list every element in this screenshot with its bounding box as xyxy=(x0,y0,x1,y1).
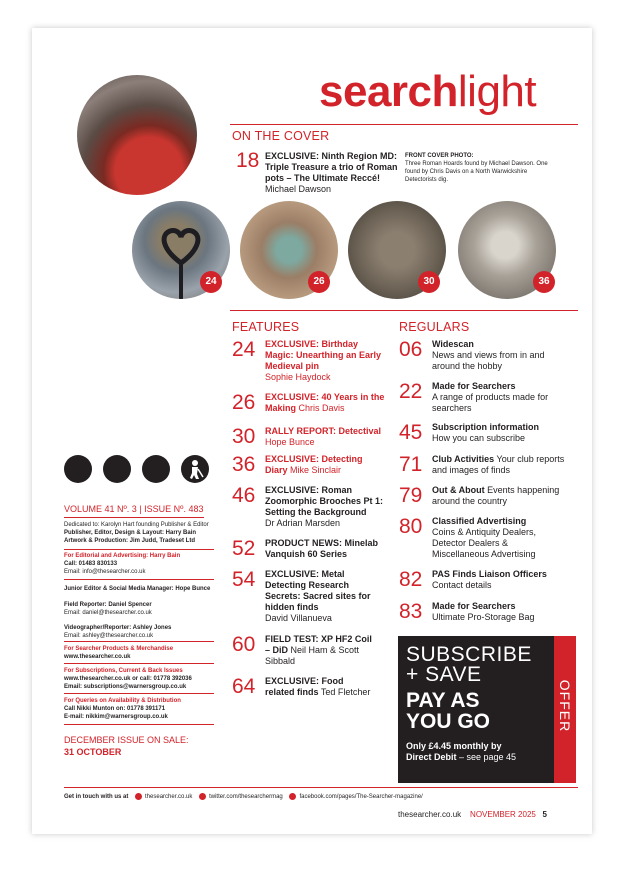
feature-item: EXCLUSIVE: 40 Years in the Making Chris Davis xyxy=(265,392,385,413)
regular-page-number: 22 xyxy=(399,380,423,403)
magazine-page xyxy=(32,28,592,834)
subscribe-line: SUBSCRIBE xyxy=(406,643,532,666)
decorative-dot xyxy=(64,455,92,483)
regular-page-number: 82 xyxy=(399,568,423,591)
credits-rule xyxy=(64,641,214,642)
videographer: Videographer/Reporter: Ashley Jones Email: ashley@thesearcher.co.uk xyxy=(64,625,172,639)
contents-rule xyxy=(230,310,578,311)
offer-tab xyxy=(554,636,576,783)
globe-icon xyxy=(135,793,142,800)
cover-page-number: 18 xyxy=(236,149,260,172)
regular-item: Subscription information How you can subscribe xyxy=(432,422,539,443)
feature-item: EXCLUSIVE: Detecting Diary Mike Sinclair xyxy=(265,454,363,475)
save-line: + SAVE xyxy=(406,663,482,686)
twitter-link[interactable]: twitter.com/thesearchermag xyxy=(209,794,283,801)
you-go-line: YOU GO xyxy=(406,710,491,733)
feature-item: EXCLUSIVE: Birthday Magic: Unearthing an Early Medieval pin Sophie Haydock xyxy=(265,339,382,382)
credits-rule xyxy=(64,724,214,725)
front-cover-photo-caption: FRONT COVER PHOTO: Three Roman Hoards found by Michael Dawson. One found by Chris Davis on a North Warwickshire Detectorists dig. xyxy=(405,153,548,183)
features-heading: FEATURES xyxy=(232,320,300,334)
regular-page-number: 79 xyxy=(399,484,423,507)
feature-item: RALLY REPORT: Detectival Hope Bunce xyxy=(265,426,382,447)
feature-item: EXCLUSIVE: Food related finds Ted Fletcher xyxy=(265,676,371,697)
subscribe-price: Only £4.45 monthly by Direct Debit – see page 45 xyxy=(406,741,517,762)
page-number: 5 xyxy=(542,810,547,819)
cover-heading: ON THE COVER xyxy=(232,129,330,143)
credits-rule xyxy=(64,693,214,694)
pay-as-line: PAY AS xyxy=(406,689,480,712)
credits-rule xyxy=(64,549,214,550)
footer-links: Get in touch with us at thesearcher.co.uk twitter.com/thesearchermag facebook.com/pages/The-Searcher-magazine/ xyxy=(64,794,423,801)
regular-item: Out & About Events happening around the country xyxy=(432,485,560,506)
regular-item: PAS Finds Liaison Officers Contact details xyxy=(432,569,547,590)
cover-badge-30: 30 xyxy=(418,271,440,293)
detectorist-figure xyxy=(181,455,209,483)
feature-item: EXCLUSIVE: Roman Zoomorphic Brooches Pt 1: Setting the Background Dr Adrian Marsden xyxy=(265,485,384,528)
products-contact: For Searcher Products & Merchandise www.thesearcher.co.uk xyxy=(64,646,174,660)
facebook-icon xyxy=(289,793,296,800)
regular-page-number: 80 xyxy=(399,515,423,538)
twitter-icon xyxy=(199,793,206,800)
feature-page-number: 24 xyxy=(232,338,256,361)
detectorist-icon xyxy=(181,455,209,483)
cover-badge-26: 26 xyxy=(308,271,330,293)
footer-rule xyxy=(64,787,578,788)
decorative-dot xyxy=(103,455,131,483)
regular-page-number: 45 xyxy=(399,421,423,444)
regular-page-number: 06 xyxy=(399,338,423,361)
regular-item: Made for Searchers A range of products made for searchers xyxy=(432,381,549,413)
cover-badge-36: 36 xyxy=(533,271,555,293)
credits: Dedicated to: Karolyn Hart founding Publisher & Editor Publisher, Editor, Design & Layout: Harry Bain Artwork & Production: Jim Judd, Tradeset Ltd xyxy=(64,522,209,544)
editorial-contact: For Editorial and Advertising: Harry Bain Call: 01483 830133 Email: info@thesearcher.co.uk xyxy=(64,553,181,575)
regular-item: Club Activities Your club reports and images of finds xyxy=(432,454,565,475)
regulars-heading: REGULARS xyxy=(399,320,470,334)
junior-editor: Junior Editor & Social Media Manager: Hope Bunce xyxy=(64,586,211,592)
on-sale-notice: DECEMBER ISSUE ON SALE: 31 OCTOBER xyxy=(64,735,189,757)
regular-item: Made for Searchers Ultimate Pro-Storage Bag xyxy=(432,601,535,622)
feature-page-number: 36 xyxy=(232,453,256,476)
facebook-link[interactable]: facebook.com/pages/The-Searcher-magazine/ xyxy=(299,794,423,801)
volume-rule xyxy=(64,517,204,518)
volume-issue: VOLUME 41 Nº. 3 | ISSUE Nº. 483 xyxy=(64,504,204,514)
feature-page-number: 64 xyxy=(232,675,256,698)
feature-page-number: 46 xyxy=(232,484,256,507)
page-footer: thesearcher.co.uk NOVEMBER 2025 5 xyxy=(398,810,547,819)
subscribe-offer-box[interactable] xyxy=(398,636,576,783)
feature-page-number: 26 xyxy=(232,391,256,414)
regular-item: Classified Advertising Coins & Antiquity Dealers, Detector Dealers & Miscellaneous Advertising xyxy=(432,516,537,559)
credits-rule xyxy=(64,579,214,580)
field-reporter: Field Reporter: Daniel Spencer Email: daniel@thesearcher.co.uk xyxy=(64,602,152,616)
feature-page-number: 52 xyxy=(232,537,256,560)
feature-item: EXCLUSIVE: Metal Detecting Research Secrets: Sacred sites for hidden finds David Villanueva xyxy=(265,569,371,623)
credits-rule xyxy=(64,663,214,664)
website-link[interactable]: thesearcher.co.uk xyxy=(145,794,193,801)
feature-page-number: 60 xyxy=(232,633,256,656)
feature-page-number: 54 xyxy=(232,568,256,591)
feature-item: PRODUCT NEWS: Minelab Vanquish 60 Series xyxy=(265,538,379,559)
offer-label: OFFER xyxy=(557,679,573,733)
subscriptions-contact: For Subscriptions, Current & Back Issues www.thesearcher.co.uk or call: 01778 392036 Email: subscriptions@warnersgroup.co.uk xyxy=(64,668,192,690)
cover-story: EXCLUSIVE: Ninth Region MD: Triple Treasure a trio of Roman pots – The Ultimate Reccé! Michael Dawson xyxy=(265,151,398,194)
masthead-logo: searchlight xyxy=(319,67,537,116)
cover-image-pot xyxy=(77,75,197,195)
regular-page-number: 71 xyxy=(399,453,423,476)
regular-item: Widescan News and views from in and around the hobby xyxy=(432,339,545,371)
feature-item: FIELD TEST: XP HF2 Coil – DiD Neil Ham & Scott Sibbald xyxy=(265,634,372,666)
masthead-rule xyxy=(230,124,578,125)
decorative-dot xyxy=(142,455,170,483)
cover-badge-24: 24 xyxy=(200,271,222,293)
regular-page-number: 83 xyxy=(399,600,423,623)
feature-page-number: 30 xyxy=(232,425,256,448)
distribution-contact: For Queries on Availability & Distribution Call Nikki Munton on: 01778 391171 E-mail: nikkim@warnersgroup.co.uk xyxy=(64,698,181,720)
